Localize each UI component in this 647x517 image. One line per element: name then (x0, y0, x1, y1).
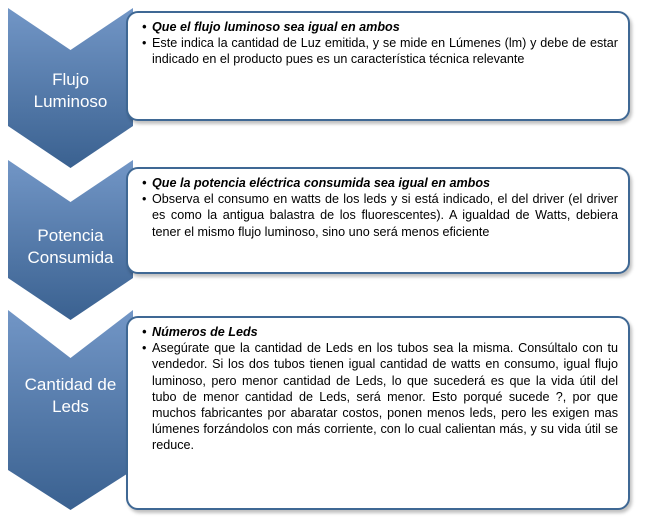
chevron-flujo-luminoso (8, 8, 133, 168)
card-heading: • Que la potencia eléctrica consumida sea igual en ambos (152, 175, 618, 191)
card-text: • Observa el consumo en watts de los leds y si está indicado, el del driver (el driver es como la antigua balastra de los fluorescentes). A igualdad de Watts, debiera tener el mismo flujo luminoso, sino uno será menos eficiente (152, 191, 618, 240)
card-heading: • Que el flujo luminoso sea igual en ambos (152, 19, 618, 35)
card-flujo-luminoso (126, 11, 630, 121)
chevron-label: Flujo Luminoso (33, 70, 108, 111)
card-text: • Asegúrate que la cantidad de Leds en los tubos sea la misma. Consúltalo con tu vendedor. Si los dos tubos tienen igual cantidad de watts en consumo, igual flujo luminoso, pero menor cantidad de Leds, lo que sucederá es que la vida útil del tubo de menor cantidad de Leds, será menor. Esto porqué sucede ?, por que muchos fabricantes por abaratar costos, ponen menos leds, pero les exigen mas lúmenes forzándolos con más corriente, con lo cual calientan más, y su vida útil se reduce. (152, 340, 618, 453)
chevron-cantidad-de-leds (8, 310, 133, 510)
chevron-label: Cantidad de Leds (24, 375, 117, 416)
card-potencia-consumida (126, 167, 630, 274)
chevron-potencia-consumida (8, 160, 133, 320)
chevron-label: Potencia Consumida (27, 226, 114, 267)
card-text: • Este indica la cantidad de Luz emitida, y se mide en Lúmenes (lm) y debe de estar indicado en el producto pues es un característica técnica relevante (152, 35, 618, 67)
card-heading: • Números de Leds (152, 324, 618, 340)
card-cantidad-de-leds (126, 316, 630, 510)
